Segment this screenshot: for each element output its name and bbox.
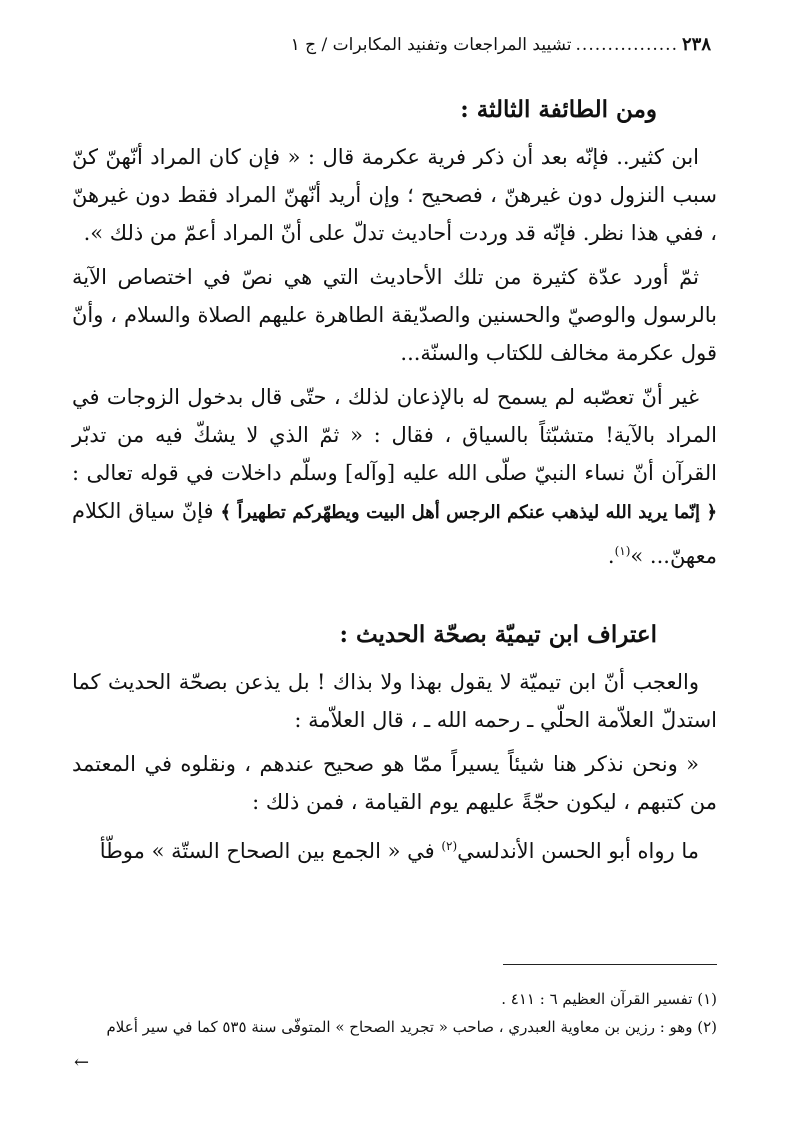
footnote-1: (١) تفسير القرآن العظيم ٦ : ٤١١ . (501, 990, 717, 1008)
main-text (72, 90, 717, 876)
header-dots: ................ (575, 34, 678, 55)
section-heading-ibn-taymiyya: اعتراف ابن تيميّة بصحّة الحديث : (339, 621, 657, 648)
paragraph: ثمّ أورد عدّة كثيرة من تلك الأحاديث التي هي نصّ في اختصاص الآية بالرسول والوصيّ والحسنين والصدّيقة الطاهرة عليهم الصلاة والسلام ، وأنّ قول عكرمة مخالف للكتاب والسنّة... (72, 265, 717, 365)
footnote-ref: (١) (614, 544, 631, 558)
page-number: ٢٣٨ (681, 34, 711, 55)
paragraph-text: فإنّ سياق الكلام معهنّ... » (72, 499, 717, 568)
footnote-2: (٢) وهو : رزين بن معاوية العبدري ، صاحب « تجريد الصحاح » المتوفّى سنة ٥٣٥ كما في سير أعلام (106, 1018, 717, 1036)
paragraph-text: غير أنّ تعصّبه لم يسمح له بالإذعان لذلك ، حتّى قال بدخول الزوجات في المراد بالآية! متشبّثاً بالسياق ، فقال : « ثمّ الذي لا يشكّ فيه من تدبّر القرآن أنّ نساء النبيّ صلّى الله عليه [وآله] وسلّم داخلات في قوله تعالى : (72, 385, 717, 485)
paragraph: ابن كثير.. فإنّه بعد أن ذكر فرية عكرمة قال : « فإن كان المراد أنّهنّ كنّ سبب النزول دون غيرهنّ ، فصحيح ؛ وإن أريد أنّهنّ المراد فقط دون غيرهنّ ، ففي هذا نظر. فإنّه قد وردت أحاديث تدلّ على أنّ المراد أعمّ من ذلك ». (72, 145, 717, 245)
paragraph (72, 827, 717, 870)
footnote-ref: (٢) (441, 839, 458, 853)
paragraph: والعجب أنّ ابن تيميّة لا يقول بهذا ولا بذاك ! بل يذعن بصحّة الحديث كما استدلّ العلاّمة الحلّي ـ رحمه الله ـ ، قال العلاّمة : (72, 670, 717, 732)
paragraph-text: ما رواه أبو الحسن الأندلسي (457, 839, 699, 863)
paragraph-end: . (607, 544, 615, 568)
paragraph-text: في « الجمع بين الصحاح الستّة » موطّأ (99, 839, 435, 863)
paragraph: « ونحن نذكر هنا شيئاً يسيراً ممّا هو صحيح عندهم ، ونقلوه في المعتمد من كتبهم ، ليكون حجّةً عليهم يوم القيامة ، فمن ذلك : (72, 752, 717, 814)
section-heading-third-group: ومن الطائفة الثالثة : (460, 96, 657, 123)
running-header (74, 34, 711, 55)
paragraph (72, 378, 717, 575)
continuation-arrow-icon: ← (74, 1052, 90, 1073)
footnote-separator (503, 964, 717, 965)
quran-verse: ﴿ إنّما يريد الله ليذهب عنكم الرجس أهل البيت ويطهّركم تطهيراً ﴾ (220, 502, 717, 523)
running-title: تشييد المراجعات وتفنيد المكابرات / ج ١ (290, 34, 572, 55)
footnotes (72, 985, 717, 1041)
